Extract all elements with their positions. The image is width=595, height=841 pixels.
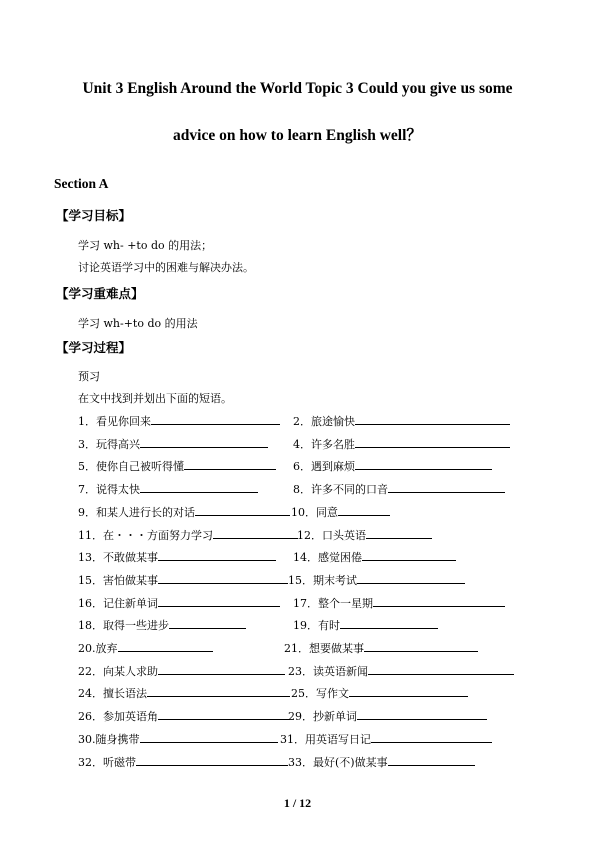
exercise-item-20 (293, 617, 438, 633)
answer-blank[interactable] (357, 708, 487, 720)
answer-blank[interactable] (158, 595, 280, 607)
answer-blank[interactable] (158, 549, 276, 561)
exercise-item-14 (293, 549, 456, 565)
exercise-prompt: 5．使你自己被听得懂 (78, 460, 184, 474)
keypoints-heading: 【学习重难点】 (56, 286, 144, 301)
exercise-prompt: 29．抄新单词 (288, 710, 357, 724)
exercise-prompt: 9．和某人进行长的对话 (78, 505, 195, 519)
exercise-item-6 (293, 458, 492, 474)
answer-blank[interactable] (136, 754, 288, 766)
exercise-prompt: 11．在・・・方面努力学习 (78, 528, 213, 542)
exercise-item-10 (291, 504, 390, 520)
exercise-prompt: 33．最好(不)做某事 (288, 755, 388, 769)
exercise-item-21 (78, 640, 213, 656)
exercise-item-27 (78, 708, 290, 724)
answer-blank[interactable] (169, 617, 246, 629)
exercise-prompt: 25．写作文 (291, 687, 349, 701)
answer-blank[interactable] (388, 481, 505, 493)
exercise-item-18 (293, 595, 505, 611)
exercise-item-17 (78, 595, 280, 611)
exercise-item-29 (78, 731, 278, 747)
exercise-prompt: 13．不敢做某事 (78, 551, 158, 565)
page-number: 1 / 12 (283, 796, 312, 810)
answer-blank[interactable] (362, 549, 456, 561)
answer-blank[interactable] (158, 572, 288, 584)
process-line-instruction: 在文中找到并划出下面的短语。 (78, 392, 232, 405)
objectives-heading: 【学习目标】 (56, 208, 132, 223)
exercise-prompt: 21．想要做某事 (284, 642, 364, 655)
exercise-item-22 (284, 640, 478, 656)
keypoint-line-1: 学习 wh-+to do 的用法 (78, 317, 198, 330)
answer-blank[interactable] (355, 436, 510, 448)
exercise-prompt: 10．同意 (291, 505, 338, 519)
answer-blank[interactable] (373, 595, 505, 607)
exercise-item-24 (288, 663, 514, 679)
answer-blank[interactable] (355, 413, 510, 425)
answer-blank[interactable] (118, 640, 214, 652)
exercise-prompt: 16．记住新单词 (78, 596, 158, 610)
section-label: Section A (54, 176, 109, 191)
exercise-prompt: 15．害怕做某事 (78, 573, 158, 587)
exercise-item-16 (288, 572, 465, 588)
exercise-prompt: 23．读英语新闻 (288, 664, 368, 678)
answer-blank[interactable] (184, 458, 276, 470)
answer-blank[interactable] (340, 617, 438, 629)
exercise-prompt: 15．期末考试 (288, 573, 357, 587)
answer-blank[interactable] (355, 458, 492, 470)
answer-blank[interactable] (213, 527, 298, 539)
exercise-prompt: 14．感觉困倦 (293, 551, 362, 565)
answer-blank[interactable] (364, 640, 478, 652)
answer-blank[interactable] (349, 685, 468, 697)
exercise-item-4 (293, 436, 510, 452)
exercise-prompt: 7．说得太快 (78, 483, 140, 497)
process-heading: 【学习过程】 (56, 340, 132, 355)
exercise-item-28 (288, 708, 487, 724)
exercise-prompt: 12．口头英语 (297, 528, 366, 542)
exercise-item-13 (78, 549, 276, 565)
exercise-prompt: 3．玩得高兴 (78, 437, 140, 451)
exercise-prompt: 19．有时 (293, 619, 340, 633)
answer-blank[interactable] (147, 685, 290, 697)
exercise-item-32 (288, 754, 475, 770)
objective-line-2: 讨论英语学习中的困难与解决办法。 (78, 261, 254, 274)
exercise-item-30 (280, 731, 492, 747)
exercise-item-15 (78, 572, 288, 588)
answer-blank[interactable] (140, 731, 279, 743)
exercise-item-19 (78, 617, 246, 633)
exercise-item-31 (78, 754, 288, 770)
answer-blank[interactable] (158, 663, 285, 675)
exercise-prompt: 1．看见你回来 (78, 415, 151, 428)
answer-blank[interactable] (338, 504, 390, 516)
objective-line-1: 学习 wh- +to do 的用法； (78, 239, 213, 252)
answer-blank[interactable] (140, 436, 268, 448)
exercise-item-3 (78, 436, 268, 452)
document-title-line-2: advice on how to learn English well？ (173, 127, 422, 144)
exercise-prompt: 30.随身携带 (78, 732, 140, 746)
answer-blank[interactable] (366, 527, 432, 539)
exercise-prompt: 31．用英语写日记 (280, 732, 371, 746)
answer-blank[interactable] (357, 572, 465, 584)
document-title-line-1: Unit 3 English Around the World Topic 3 Could you give us some (82, 80, 513, 97)
answer-blank[interactable] (371, 731, 492, 743)
exercise-prompt: 2．旅途愉快 (293, 415, 355, 428)
exercise-item-2 (293, 413, 510, 429)
exercise-item-11 (78, 527, 298, 543)
exercise-prompt: 18．取得一些进步 (78, 619, 169, 633)
answer-blank[interactable] (388, 754, 475, 766)
answer-blank[interactable] (140, 481, 258, 493)
exercise-prompt: 22．向某人求助 (78, 664, 158, 678)
exercise-item-23 (78, 663, 285, 679)
exercise-item-5 (78, 458, 276, 474)
exercise-prompt: 17．整个一星期 (293, 596, 373, 610)
exercise-item-1 (78, 413, 280, 429)
exercise-item-12 (297, 527, 432, 543)
answer-blank[interactable] (158, 708, 290, 720)
exercise-item-8 (293, 481, 505, 497)
exercise-prompt: 26．参加英语角 (78, 710, 158, 724)
exercise-prompt: 6．遇到麻烦 (293, 460, 355, 474)
exercise-prompt: 4．许多名胜 (293, 437, 355, 451)
answer-blank[interactable] (195, 504, 290, 516)
exercise-prompt: 24．擅长语法 (78, 687, 147, 701)
exercise-prompt: 8．许多不同的口音 (293, 483, 388, 497)
answer-blank[interactable] (151, 413, 280, 425)
process-line-preview: 预习 (78, 370, 100, 383)
answer-blank[interactable] (368, 663, 514, 675)
exercise-item-7 (78, 481, 258, 497)
exercise-item-25 (78, 685, 290, 701)
exercise-item-26 (291, 685, 468, 701)
exercise-item-9 (78, 504, 290, 520)
exercise-prompt: 32．听磁带 (78, 755, 136, 769)
exercise-prompt: 20.放弃 (78, 642, 118, 655)
